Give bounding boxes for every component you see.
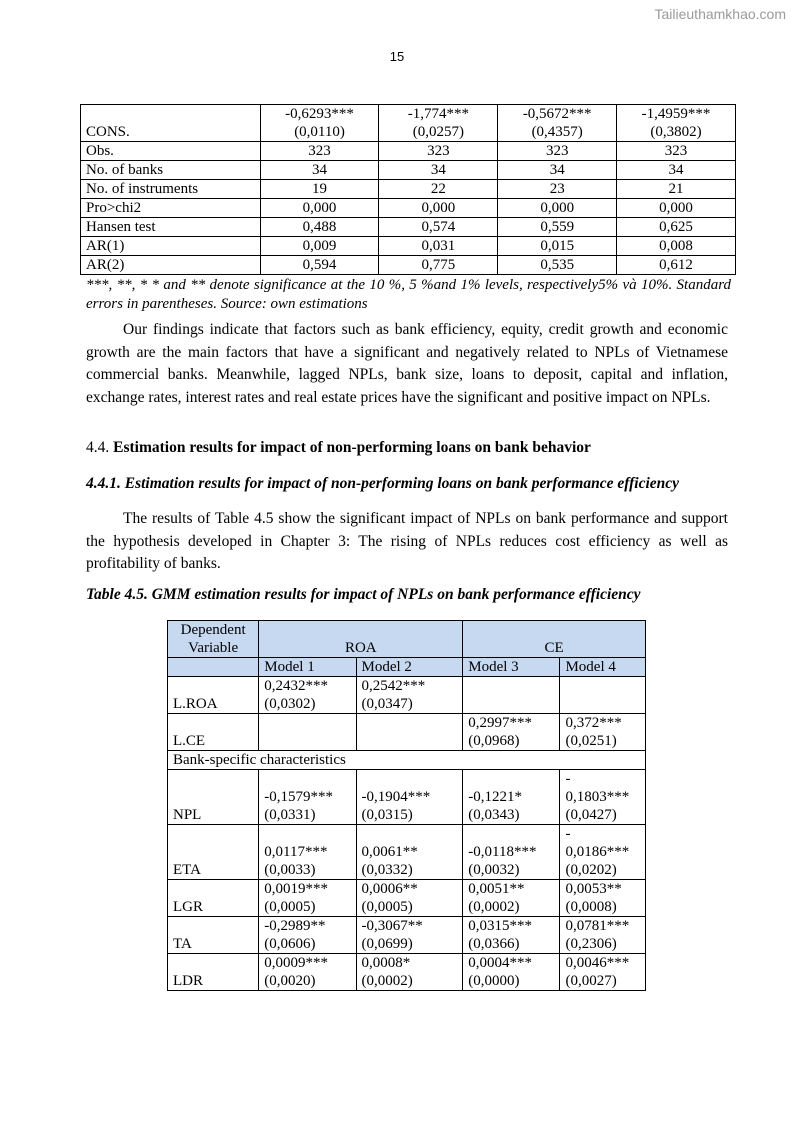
table-cell: 0,372*** (0,0251) xyxy=(560,714,646,751)
table-cell: 0,0053** (0,0008) xyxy=(560,880,646,917)
table-cell: 323 xyxy=(379,142,498,161)
table-cell: 0,000 xyxy=(379,199,498,218)
section-row xyxy=(168,751,646,770)
table-cell: -0,3067** (0,0699) xyxy=(356,917,463,954)
row-label: LGR xyxy=(168,880,259,917)
ce-group-header: CE xyxy=(463,621,646,658)
gmm-results-table xyxy=(167,620,646,991)
table-cell: 0,0061** (0,0332) xyxy=(356,825,463,880)
table-cell: -0,6293*** (0,0110) xyxy=(260,105,379,142)
table-row xyxy=(168,917,646,954)
table-cell: 0,488 xyxy=(260,218,379,237)
table-cell: 0,0051** (0,0002) xyxy=(463,880,560,917)
row-label: No. of banks xyxy=(81,161,261,180)
table-note: ***, **, * * and ** denote significance at the 10 %, 5 %and 1% levels, respectively5% và 10%. Standard errors in parentheses. Source: own estimations xyxy=(86,277,731,312)
table-row xyxy=(81,256,736,275)
table-header-row xyxy=(168,621,646,658)
findings-paragraph: Our findings indicate that factors such as bank efficiency, equity, credit growth and economic growth are the main factors that have a significant and negatively related to NPLs of Vietnamese commercial banks. Meanwhile, lagged NPLs, bank size, loans to deposit, capital and inflation, exchange rates, interest rates and real estate prices have the significant and positive impact on NPLs. xyxy=(86,321,728,406)
table-row xyxy=(81,218,736,237)
row-label: Pro>chi2 xyxy=(81,199,261,218)
table-cell: 0,000 xyxy=(617,199,736,218)
table-cell: -0,0118*** (0,0032) xyxy=(463,825,560,880)
regression-table-continued xyxy=(80,104,736,275)
table-cell: 0,0315*** (0,0366) xyxy=(463,917,560,954)
table-cell xyxy=(560,677,646,714)
table-cell: 0,2997*** (0,0968) xyxy=(463,714,560,751)
table-row xyxy=(81,105,736,142)
table-cell: - 0,1803*** (0,0427) xyxy=(560,770,646,825)
table-cell: 0,535 xyxy=(498,256,617,275)
table-cell: 23 xyxy=(498,180,617,199)
table-cell: 0,0006** (0,0005) xyxy=(356,880,463,917)
table-cell: - 0,0186*** (0,0202) xyxy=(560,825,646,880)
table-cell: 34 xyxy=(617,161,736,180)
table-row xyxy=(81,180,736,199)
table-cell: 21 xyxy=(617,180,736,199)
table-cell: 22 xyxy=(379,180,498,199)
table-cell: 0,031 xyxy=(379,237,498,256)
table-cell xyxy=(259,714,356,751)
model-2-header: Model 2 xyxy=(356,658,463,677)
watermark: Tailieuthamkhao.com xyxy=(654,6,786,22)
table-cell: 34 xyxy=(379,161,498,180)
table-cell: 0,0781*** (0,2306) xyxy=(560,917,646,954)
table-cell: 0,008 xyxy=(617,237,736,256)
table-cell: 0,0009*** (0,0020) xyxy=(259,954,356,991)
row-label: LDR xyxy=(168,954,259,991)
table-cell: 34 xyxy=(260,161,379,180)
row-label: No. of instruments xyxy=(81,180,261,199)
model-4-header: Model 4 xyxy=(560,658,646,677)
results-paragraph: The results of Table 4.5 show the significant impact of NPLs on bank performance and support the hypothesis developed in Chapter 3: The rising of NPLs reduces cost efficiency as well as profitability of banks. xyxy=(86,510,728,572)
page-number: 15 xyxy=(389,49,405,64)
table-cell: 0,015 xyxy=(498,237,617,256)
row-label: AR(1) xyxy=(81,237,261,256)
table-cell: 0,0004*** (0,0000) xyxy=(463,954,560,991)
table-row xyxy=(81,161,736,180)
row-label: NPL xyxy=(168,770,259,825)
row-label: CONS. xyxy=(81,105,261,142)
table-cell: 0,625 xyxy=(617,218,736,237)
section-heading-4-4-1: 4.4.1. Estimation results for impact of non-performing loans on bank performance efficiency xyxy=(86,475,680,492)
table-cell: -0,5672*** (0,4357) xyxy=(498,105,617,142)
table-row xyxy=(168,954,646,991)
table-cell: 34 xyxy=(498,161,617,180)
row-label: ETA xyxy=(168,825,259,880)
table-cell: -0,2989** (0,0606) xyxy=(259,917,356,954)
table-cell: -0,1579*** (0,0331) xyxy=(259,770,356,825)
row-label: Obs. xyxy=(81,142,261,161)
table-cell: -1,774*** (0,0257) xyxy=(379,105,498,142)
table-cell: 0,612 xyxy=(617,256,736,275)
table-cell: 323 xyxy=(617,142,736,161)
table-cell: -0,1904*** (0,0315) xyxy=(356,770,463,825)
table-cell: 0,0019*** (0,0005) xyxy=(259,880,356,917)
table-row xyxy=(168,714,646,751)
table-cell: 0,009 xyxy=(260,237,379,256)
row-label: L.CE xyxy=(168,714,259,751)
table-cell: 0,2432*** (0,0302) xyxy=(259,677,356,714)
table-row xyxy=(168,677,646,714)
model-3-header: Model 3 xyxy=(463,658,560,677)
roa-group-header: ROA xyxy=(259,621,463,658)
table-row xyxy=(81,199,736,218)
table-cell: 0,0117*** (0,0033) xyxy=(259,825,356,880)
table-row xyxy=(168,825,646,880)
table-cell: 0,0046*** (0,0027) xyxy=(560,954,646,991)
table-cell: 0,775 xyxy=(379,256,498,275)
table-row xyxy=(168,770,646,825)
table-cell: 0,000 xyxy=(498,199,617,218)
section-label: Bank-specific characteristics xyxy=(168,751,646,770)
table-cell: -0,1221* (0,0343) xyxy=(463,770,560,825)
table-cell xyxy=(463,677,560,714)
table-cell: 0,574 xyxy=(379,218,498,237)
table-cell: 323 xyxy=(498,142,617,161)
row-label: L.ROA xyxy=(168,677,259,714)
table-cell: 0,2542*** (0,0347) xyxy=(356,677,463,714)
table-cell: 19 xyxy=(260,180,379,199)
section-heading-4-4: 4.4. Estimation results for impact of non-performing loans on bank behavior xyxy=(86,439,591,456)
table-cell xyxy=(356,714,463,751)
row-label: TA xyxy=(168,917,259,954)
table-cell: 0,000 xyxy=(260,199,379,218)
table-cell: 0,594 xyxy=(260,256,379,275)
table-caption: Table 4.5. GMM estimation results for impact of NPLs on bank performance efficiency xyxy=(86,586,641,603)
dependent-variable-header: Dependent Variable xyxy=(168,621,259,658)
model-1-header: Model 1 xyxy=(259,658,356,677)
row-label: AR(2) xyxy=(81,256,261,275)
model-header-row xyxy=(168,658,646,677)
table-cell: 0,559 xyxy=(498,218,617,237)
table-row xyxy=(81,237,736,256)
table-cell: -1,4959*** (0,3802) xyxy=(617,105,736,142)
table-cell: 323 xyxy=(260,142,379,161)
table-cell: 0,0008* (0,0002) xyxy=(356,954,463,991)
row-label: Hansen test xyxy=(81,218,261,237)
blank-cell xyxy=(168,658,259,677)
table-row xyxy=(81,142,736,161)
table-row xyxy=(168,880,646,917)
